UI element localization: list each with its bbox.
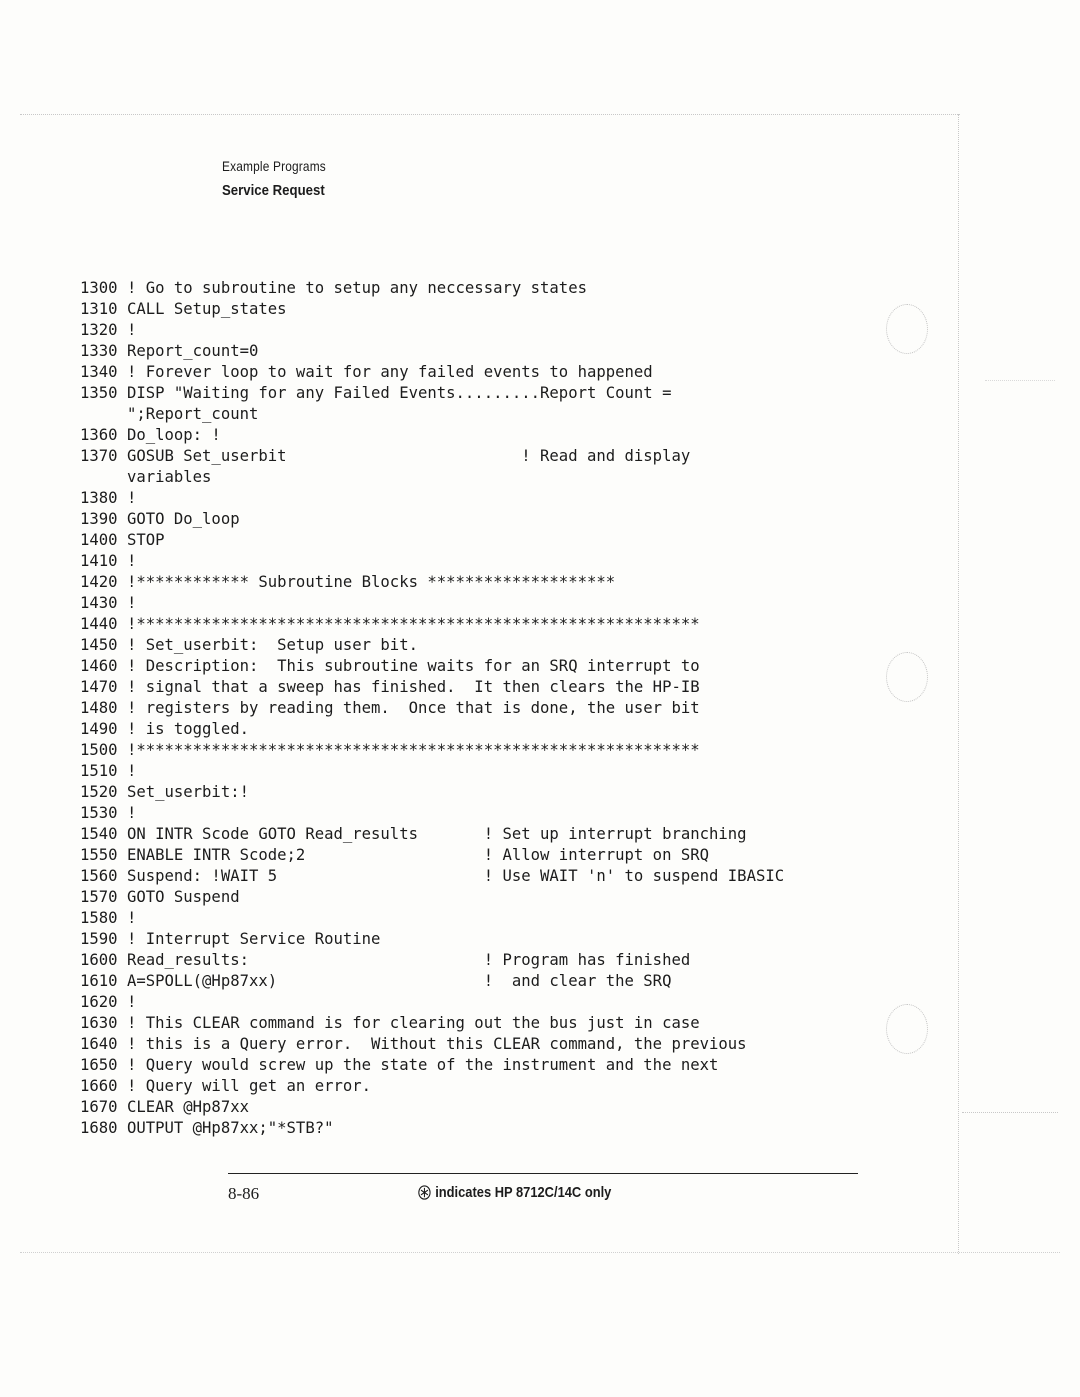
code-line: 1380 ! (80, 489, 137, 507)
code-line: 1630 ! This CLEAR command is for clearing out the bus just in case (80, 1014, 700, 1032)
code-line: 1660 ! Query will get an error. (80, 1077, 372, 1095)
code-line: 1530 ! (80, 804, 137, 822)
code-line: 1350 DISP "Waiting for any Failed Events.........Report Count = (80, 384, 672, 402)
page-edge-right (958, 114, 959, 1254)
code-line: 1610 A=SPOLL(@Hp87xx) ! and clear the SRQ (80, 972, 672, 990)
page-edge-bottom (20, 1252, 1060, 1253)
code-line: 1650 ! Query would screw up the state of the instrument and the next (80, 1056, 719, 1074)
code-line: variables (80, 468, 212, 486)
code-line: 1460 ! Description: This subroutine waits for an SRQ interrupt to (80, 657, 700, 675)
code-line: 1370 GOSUB Set_userbit ! Read and display (80, 447, 691, 465)
punch-hole (886, 1004, 928, 1054)
page-number: 8-86 (228, 1184, 260, 1203)
code-line: 1320 ! (80, 321, 137, 339)
page-edge-top (20, 114, 960, 115)
code-line: 1500 !************************************************************ (80, 741, 700, 759)
punch-hole (886, 304, 928, 354)
code-line: ";Report_count (80, 405, 259, 423)
code-line: 1620 ! (80, 993, 137, 1011)
code-line: 1520 Set_userbit:! (80, 783, 249, 801)
code-line: 1400 STOP (80, 531, 165, 549)
asterisk-circle-icon (418, 1185, 431, 1200)
code-line: 1430 ! (80, 594, 137, 612)
code-line: 1390 GOTO Do_loop (80, 510, 240, 528)
punch-hole (886, 652, 928, 702)
code-line: 1330 Report_count=0 (80, 342, 259, 360)
code-line: 1340 ! Forever loop to wait for any failed events to happened (80, 363, 653, 381)
code-line: 1680 OUTPUT @Hp87xx;"*STB?" (80, 1119, 334, 1137)
code-line: 1450 ! Set_userbit: Setup user bit. (80, 636, 418, 654)
code-line: 1310 CALL Setup_states (80, 300, 287, 318)
footer-note (418, 1184, 611, 1201)
code-line: 1480 ! registers by reading them. Once that is done, the user bit (80, 699, 700, 717)
code-line: 1550 ENABLE INTR Scode;2 ! Allow interrupt on SRQ (80, 846, 710, 864)
code-line: 1470 ! signal that a sweep has finished. It then clears the HP-IB (80, 678, 700, 696)
code-line: 1300 ! Go to subroutine to setup any neccessary states (80, 279, 587, 297)
code-line: 1640 ! this is a Query error. Without this CLEAR command, the previous (80, 1035, 747, 1053)
code-line: 1420 !************ Subroutine Blocks ******************** (80, 573, 616, 591)
footer-note-text: indicates HP 8712C/14C only (435, 1184, 612, 1201)
code-line: 1440 !************************************************************ (80, 615, 700, 633)
code-line: 1560 Suspend: !WAIT 5 ! Use WAIT 'n' to suspend IBASIC (80, 867, 785, 885)
code-line: 1540 ON INTR Scode GOTO Read_results ! Set up interrupt branching (80, 825, 747, 843)
code-line: 1670 CLEAR @Hp87xx (80, 1098, 249, 1116)
page-edge-tab (962, 1112, 1058, 1113)
page-edge-tab (985, 380, 1055, 381)
code-line: 1600 Read_results: ! Program has finished (80, 951, 691, 969)
topic-header: Service Request (222, 182, 325, 199)
code-line: 1590 ! Interrupt Service Routine (80, 930, 381, 948)
code-line: 1570 GOTO Suspend (80, 888, 240, 906)
code-line: 1410 ! (80, 552, 137, 570)
code-line: 1580 ! (80, 909, 137, 927)
section-header: Example Programs (222, 158, 326, 174)
footer-rule (228, 1173, 858, 1174)
code-line: 1510 ! (80, 762, 137, 780)
code-line: 1360 Do_loop: ! (80, 426, 221, 444)
code-line: 1490 ! is toggled. (80, 720, 249, 738)
